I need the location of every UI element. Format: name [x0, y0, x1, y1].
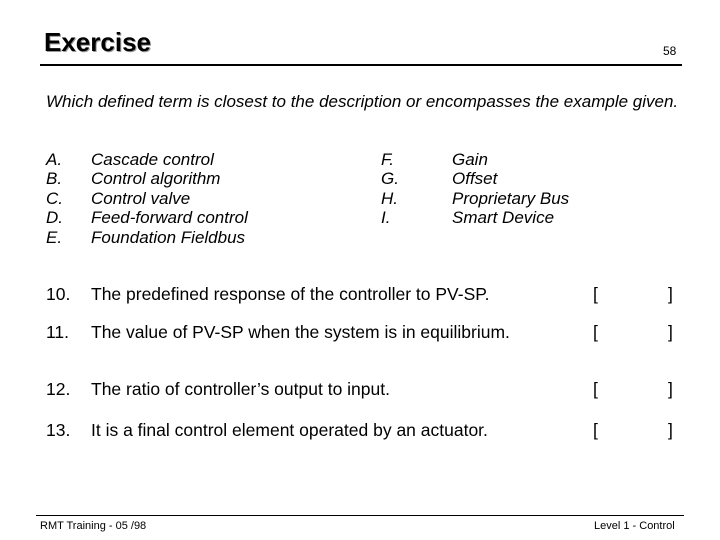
- question-number: 13.: [46, 420, 71, 440]
- option-term: Feed-forward control: [91, 208, 248, 228]
- option-item: [46, 150, 248, 169]
- title-divider: [40, 64, 682, 66]
- question-text: The predefined response of the controller to PV-SP.: [91, 284, 490, 304]
- option-letter: F.: [381, 150, 394, 169]
- answer-bracket-close: ]: [668, 322, 673, 342]
- option-item: [46, 208, 248, 227]
- footer-left: RMT Training - 05 /98: [40, 520, 147, 532]
- answer-bracket-close: ]: [668, 420, 673, 440]
- answer-bracket-close: ]: [668, 284, 673, 304]
- option-letter: G.: [381, 169, 399, 189]
- answer-bracket-open: [: [593, 379, 598, 399]
- options-right-column: [381, 150, 569, 228]
- option-term: Gain: [452, 150, 488, 169]
- page-number: 58: [663, 44, 677, 58]
- option-item: [381, 169, 569, 188]
- answer-bracket-open: [: [593, 284, 598, 304]
- option-item: [46, 189, 248, 208]
- option-item: [46, 169, 248, 188]
- options-left-column: [46, 150, 248, 247]
- slide-title: Exercise: [44, 27, 151, 57]
- question-text: The ratio of controller’s output to input.: [91, 379, 390, 399]
- intro-text: Which defined term is closest to the description or encompasses the example given.: [46, 92, 679, 111]
- option-term: Cascade control: [91, 150, 214, 169]
- option-letter: H.: [381, 188, 398, 208]
- option-letter: B.: [46, 169, 63, 189]
- option-letter: I.: [381, 208, 391, 228]
- footer-divider: [36, 515, 684, 516]
- option-item: [381, 150, 569, 169]
- option-item: [46, 228, 248, 247]
- option-letter: D.: [46, 208, 63, 228]
- option-term: Control valve: [91, 188, 191, 208]
- question-number: 10.: [46, 284, 71, 304]
- question-text: It is a final control element operated by an actuator.: [91, 420, 488, 440]
- option-term: Foundation Fieldbus: [91, 227, 246, 247]
- option-term: Control algorithm: [91, 169, 221, 189]
- question-number: 11.: [46, 322, 70, 342]
- option-letter: C.: [46, 188, 63, 208]
- option-letter: E.: [46, 227, 63, 247]
- question-text: The value of PV-SP when the system is in equilibrium.: [91, 322, 510, 342]
- option-term: Proprietary Bus: [452, 188, 570, 208]
- answer-bracket-open: [: [593, 322, 598, 342]
- question-number: 12.: [46, 379, 71, 399]
- footer-right: Level 1 - Control: [594, 520, 675, 532]
- option-term: Offset: [452, 169, 498, 189]
- option-item: [381, 189, 569, 208]
- answer-bracket-open: [: [593, 420, 598, 440]
- option-letter: A.: [46, 150, 63, 169]
- option-term: Smart Device: [452, 208, 555, 228]
- option-item: [381, 208, 569, 227]
- answer-bracket-close: ]: [668, 379, 673, 399]
